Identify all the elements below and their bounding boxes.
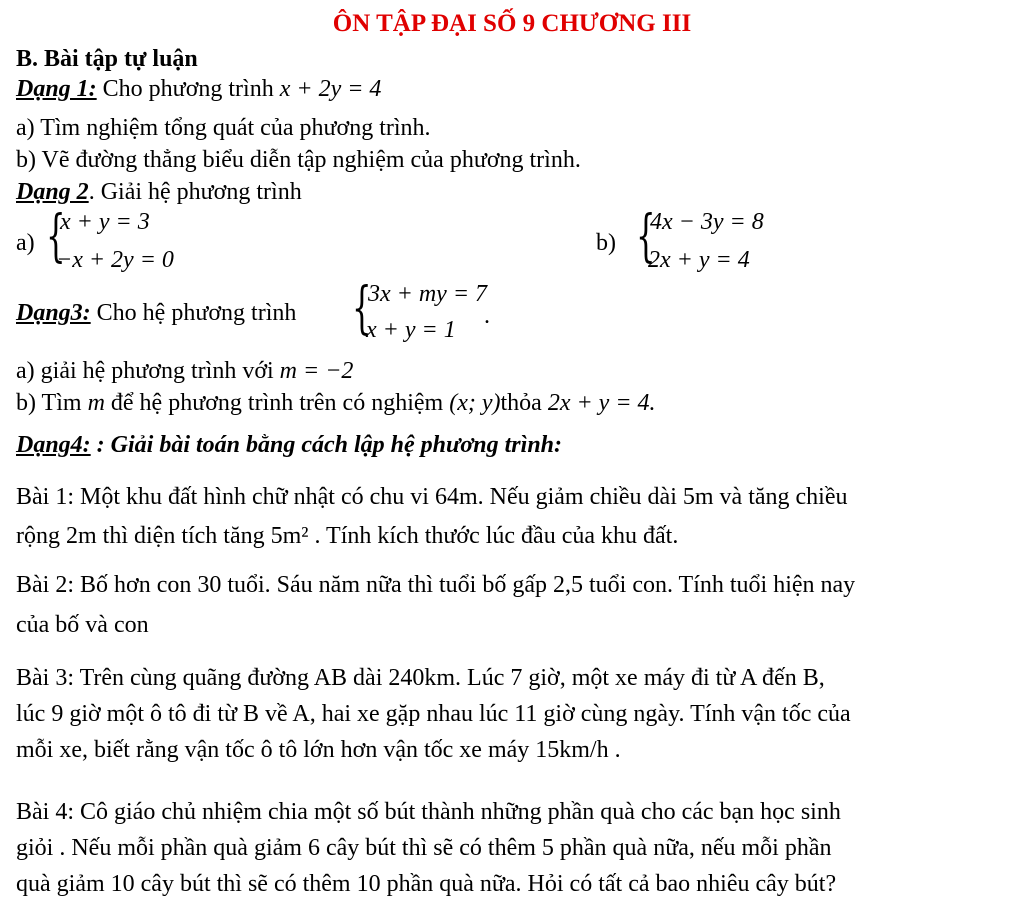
dang4-intro: : Giải bài toán bằng cách lập hệ phương trình: bbox=[90, 432, 562, 458]
dang3-b-math2: (x; y) bbox=[449, 390, 501, 416]
dang2-a-label: a) bbox=[16, 230, 35, 256]
dang3-b-math3: 2x + y = 4. bbox=[547, 390, 656, 416]
bai1-line2: rộng 2m thì diện tích tăng 5m² . Tính kích thước lúc đầu của khu đất. bbox=[16, 523, 679, 549]
dang2-a-eq1: x + y = 3 bbox=[60, 209, 150, 235]
dang1-question-b: b) Vẽ đường thẳng biểu diễn tập nghiệm của phương trình. bbox=[16, 147, 581, 173]
dang3-a-text: a) giải hệ phương trình với bbox=[16, 358, 280, 384]
bai4-line1: Bài 4: Cô giáo chủ nhiệm chia một số bút thành những phần quà cho các bạn học sinh bbox=[16, 799, 841, 825]
dang3-period: . bbox=[484, 303, 490, 329]
dang3-b-text1: b) Tìm bbox=[16, 390, 88, 416]
dang3-b-text3: thỏa bbox=[500, 390, 548, 416]
dang1-label: Dạng 1: bbox=[16, 76, 97, 102]
dang3-b-math1: m bbox=[87, 390, 105, 416]
dang3-eq1: 3x + my = 7 bbox=[368, 281, 488, 307]
dang3-line bbox=[16, 298, 296, 328]
dang4-line bbox=[16, 430, 562, 460]
dang3-question-b bbox=[16, 388, 656, 418]
section-heading: B. Bài tập tự luận bbox=[16, 46, 198, 72]
dang1-intro: Cho phương trình bbox=[96, 76, 280, 102]
bai3-line1: Bài 3: Trên cùng quãng đường AB dài 240km. Lúc 7 giờ, một xe máy đi từ A đến B, bbox=[16, 665, 825, 691]
dang2-intro: . Giải hệ phương trình bbox=[88, 179, 302, 205]
dang2-line bbox=[16, 177, 302, 207]
dang1-line bbox=[16, 74, 381, 104]
left-brace-icon: { bbox=[352, 276, 372, 341]
dang2-b-label: b) bbox=[596, 230, 616, 256]
dang2-b-eq2: 2x + y = 4 bbox=[648, 247, 750, 273]
bai2-line2: của bố và con bbox=[16, 612, 149, 638]
dang3-intro: Cho hệ phương trình bbox=[90, 300, 297, 326]
dang1-question-a: a) Tìm nghiệm tổng quát của phương trình. bbox=[16, 115, 431, 141]
dang4-label: Dạng4: bbox=[16, 432, 91, 458]
dang3-a-math: m = −2 bbox=[279, 358, 354, 384]
dang3-eq2: x + y = 1 bbox=[366, 317, 456, 343]
dang2-label: Dạng 2 bbox=[16, 179, 89, 205]
bai1-line1: Bài 1: Một khu đất hình chữ nhật có chu vi 64m. Nếu giảm chiều dài 5m và tăng chiều bbox=[16, 484, 848, 510]
bai3-line3: mỗi xe, biết rằng vận tốc ô tô lớn hơn vận tốc xe máy 15km/h . bbox=[16, 737, 621, 763]
dang1-equation: x + 2y = 4 bbox=[279, 76, 382, 102]
bai4-line3: quà giảm 10 cây bút thì sẽ có thêm 10 phần quà nữa. Hỏi có tất cả bao nhiêu cây bút? bbox=[16, 871, 837, 897]
dang3-question-a bbox=[16, 356, 353, 386]
dang3-b-text2: để hệ phương trình trên có nghiệm bbox=[104, 390, 450, 416]
dang2-a-eq2: −x + 2y = 0 bbox=[56, 247, 174, 273]
bai2-line1: Bài 2: Bố hơn con 30 tuổi. Sáu năm nữa thì tuổi bố gấp 2,5 tuổi con. Tính tuổi hiện nay bbox=[16, 572, 856, 598]
page-title: ÔN TẬP ĐẠI SỐ 9 CHƯƠNG III bbox=[332, 10, 692, 37]
left-brace-icon: { bbox=[636, 204, 656, 269]
dang3-label: Dạng3: bbox=[16, 300, 91, 326]
left-brace-icon: { bbox=[46, 204, 66, 269]
bai4-line2: giỏi . Nếu mỗi phần quà giảm 6 cây bút thì sẽ có thêm 5 phần quà nữa, nếu mỗi phần bbox=[16, 835, 832, 861]
bai3-line2: lúc 9 giờ một ô tô đi từ B về A, hai xe gặp nhau lúc 11 giờ cùng ngày. Tính vận tốc của bbox=[16, 701, 851, 727]
dang2-b-eq1: 4x − 3y = 8 bbox=[650, 209, 764, 235]
